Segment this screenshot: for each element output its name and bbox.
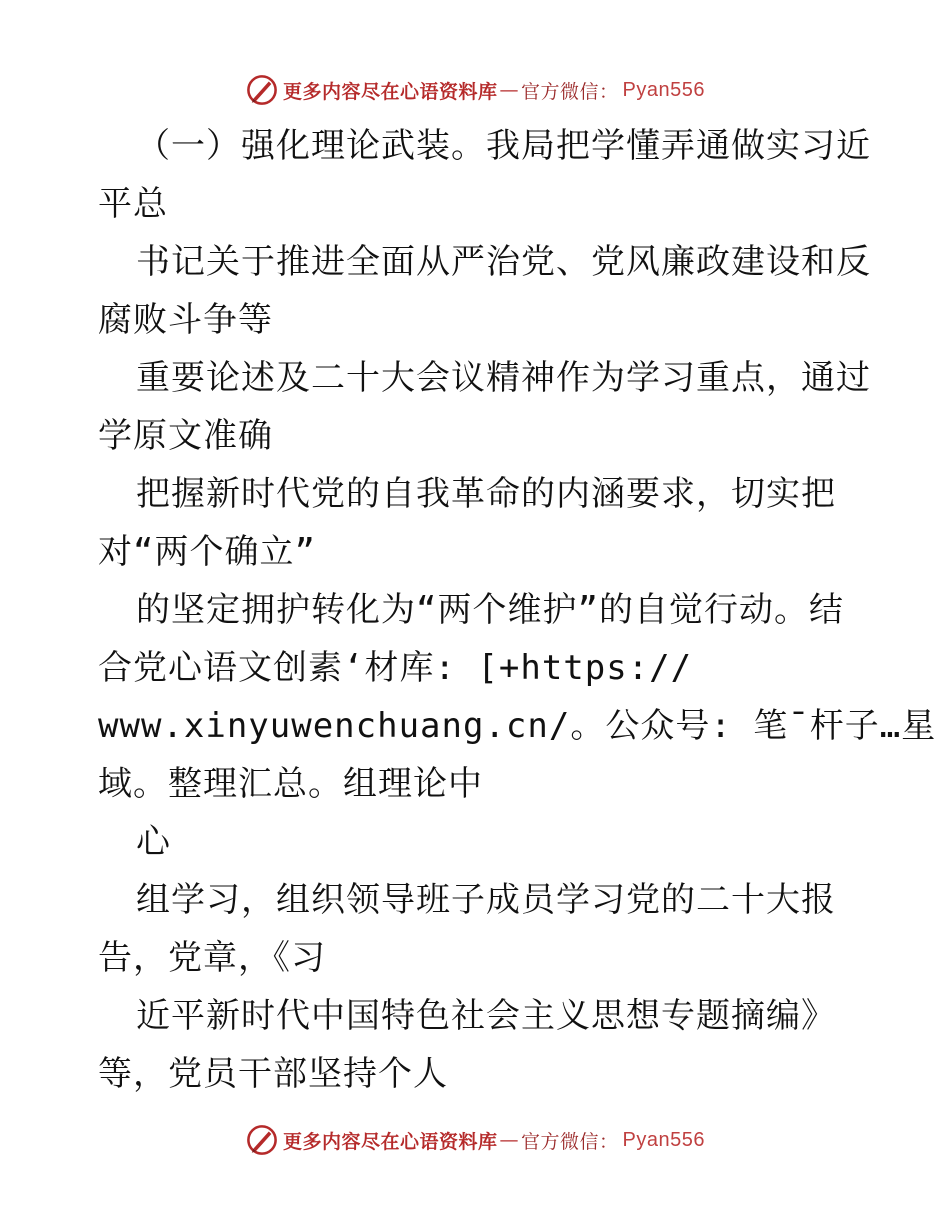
footer-watermark	[0, 1120, 950, 1160]
pen-logo-icon	[245, 73, 279, 107]
text-line: www.xinyuwenchuang.cn/。公众号: 笔¯杆子…星	[98, 706, 937, 746]
text-line: 对“两个确立”	[98, 532, 316, 572]
text-line: 合党心语文创素‘材库: [+https://	[98, 648, 693, 688]
text-line: 心	[136, 822, 171, 862]
text-line: 近平新时代中国特色社会主义思想专题摘编》	[136, 996, 836, 1036]
text-line: 重要论述及二十大会议精神作为学习重点，通过	[136, 358, 871, 398]
watermark-brand: 更多内容尽在心语资料库	[283, 1130, 498, 1153]
watermark-brand: 更多内容尽在心语资料库	[283, 80, 498, 103]
watermark-separator: —	[499, 1129, 520, 1151]
text-line: 学原文准确	[98, 416, 273, 456]
watermark-label: 官方微信：	[521, 1130, 619, 1153]
watermark-wechat-id: Pyan556	[622, 1128, 705, 1151]
watermark-label: 官方微信：	[521, 80, 619, 103]
header-watermark	[0, 70, 950, 110]
text-line: 等，党员干部坚持个人	[98, 1054, 448, 1094]
text-line: 的坚定拥护转化为“两个维护”的自觉行动。结	[136, 590, 844, 630]
text-line: 组学习，组织领导班子成员学习党的二十大报	[136, 880, 836, 920]
watermark-wechat-id: Pyan556	[622, 78, 705, 101]
text-line: 腐败斗争等	[98, 300, 273, 340]
text-line: 书记关于推进全面从严治党、党风廉政建设和反	[136, 242, 871, 282]
text-line: 域。整理汇总。组理论中	[98, 764, 483, 804]
pen-logo-icon	[245, 1123, 279, 1157]
text-line: 告，党章，《习	[98, 938, 326, 978]
document-body	[98, 117, 937, 1103]
watermark-separator: —	[499, 79, 520, 101]
text-line: 平总	[98, 184, 168, 224]
text-line: （一）强化理论武装。我局把学懂弄通做实习近	[136, 126, 871, 166]
text-line: 把握新时代党的自我革命的内涵要求，切实把	[136, 474, 836, 514]
